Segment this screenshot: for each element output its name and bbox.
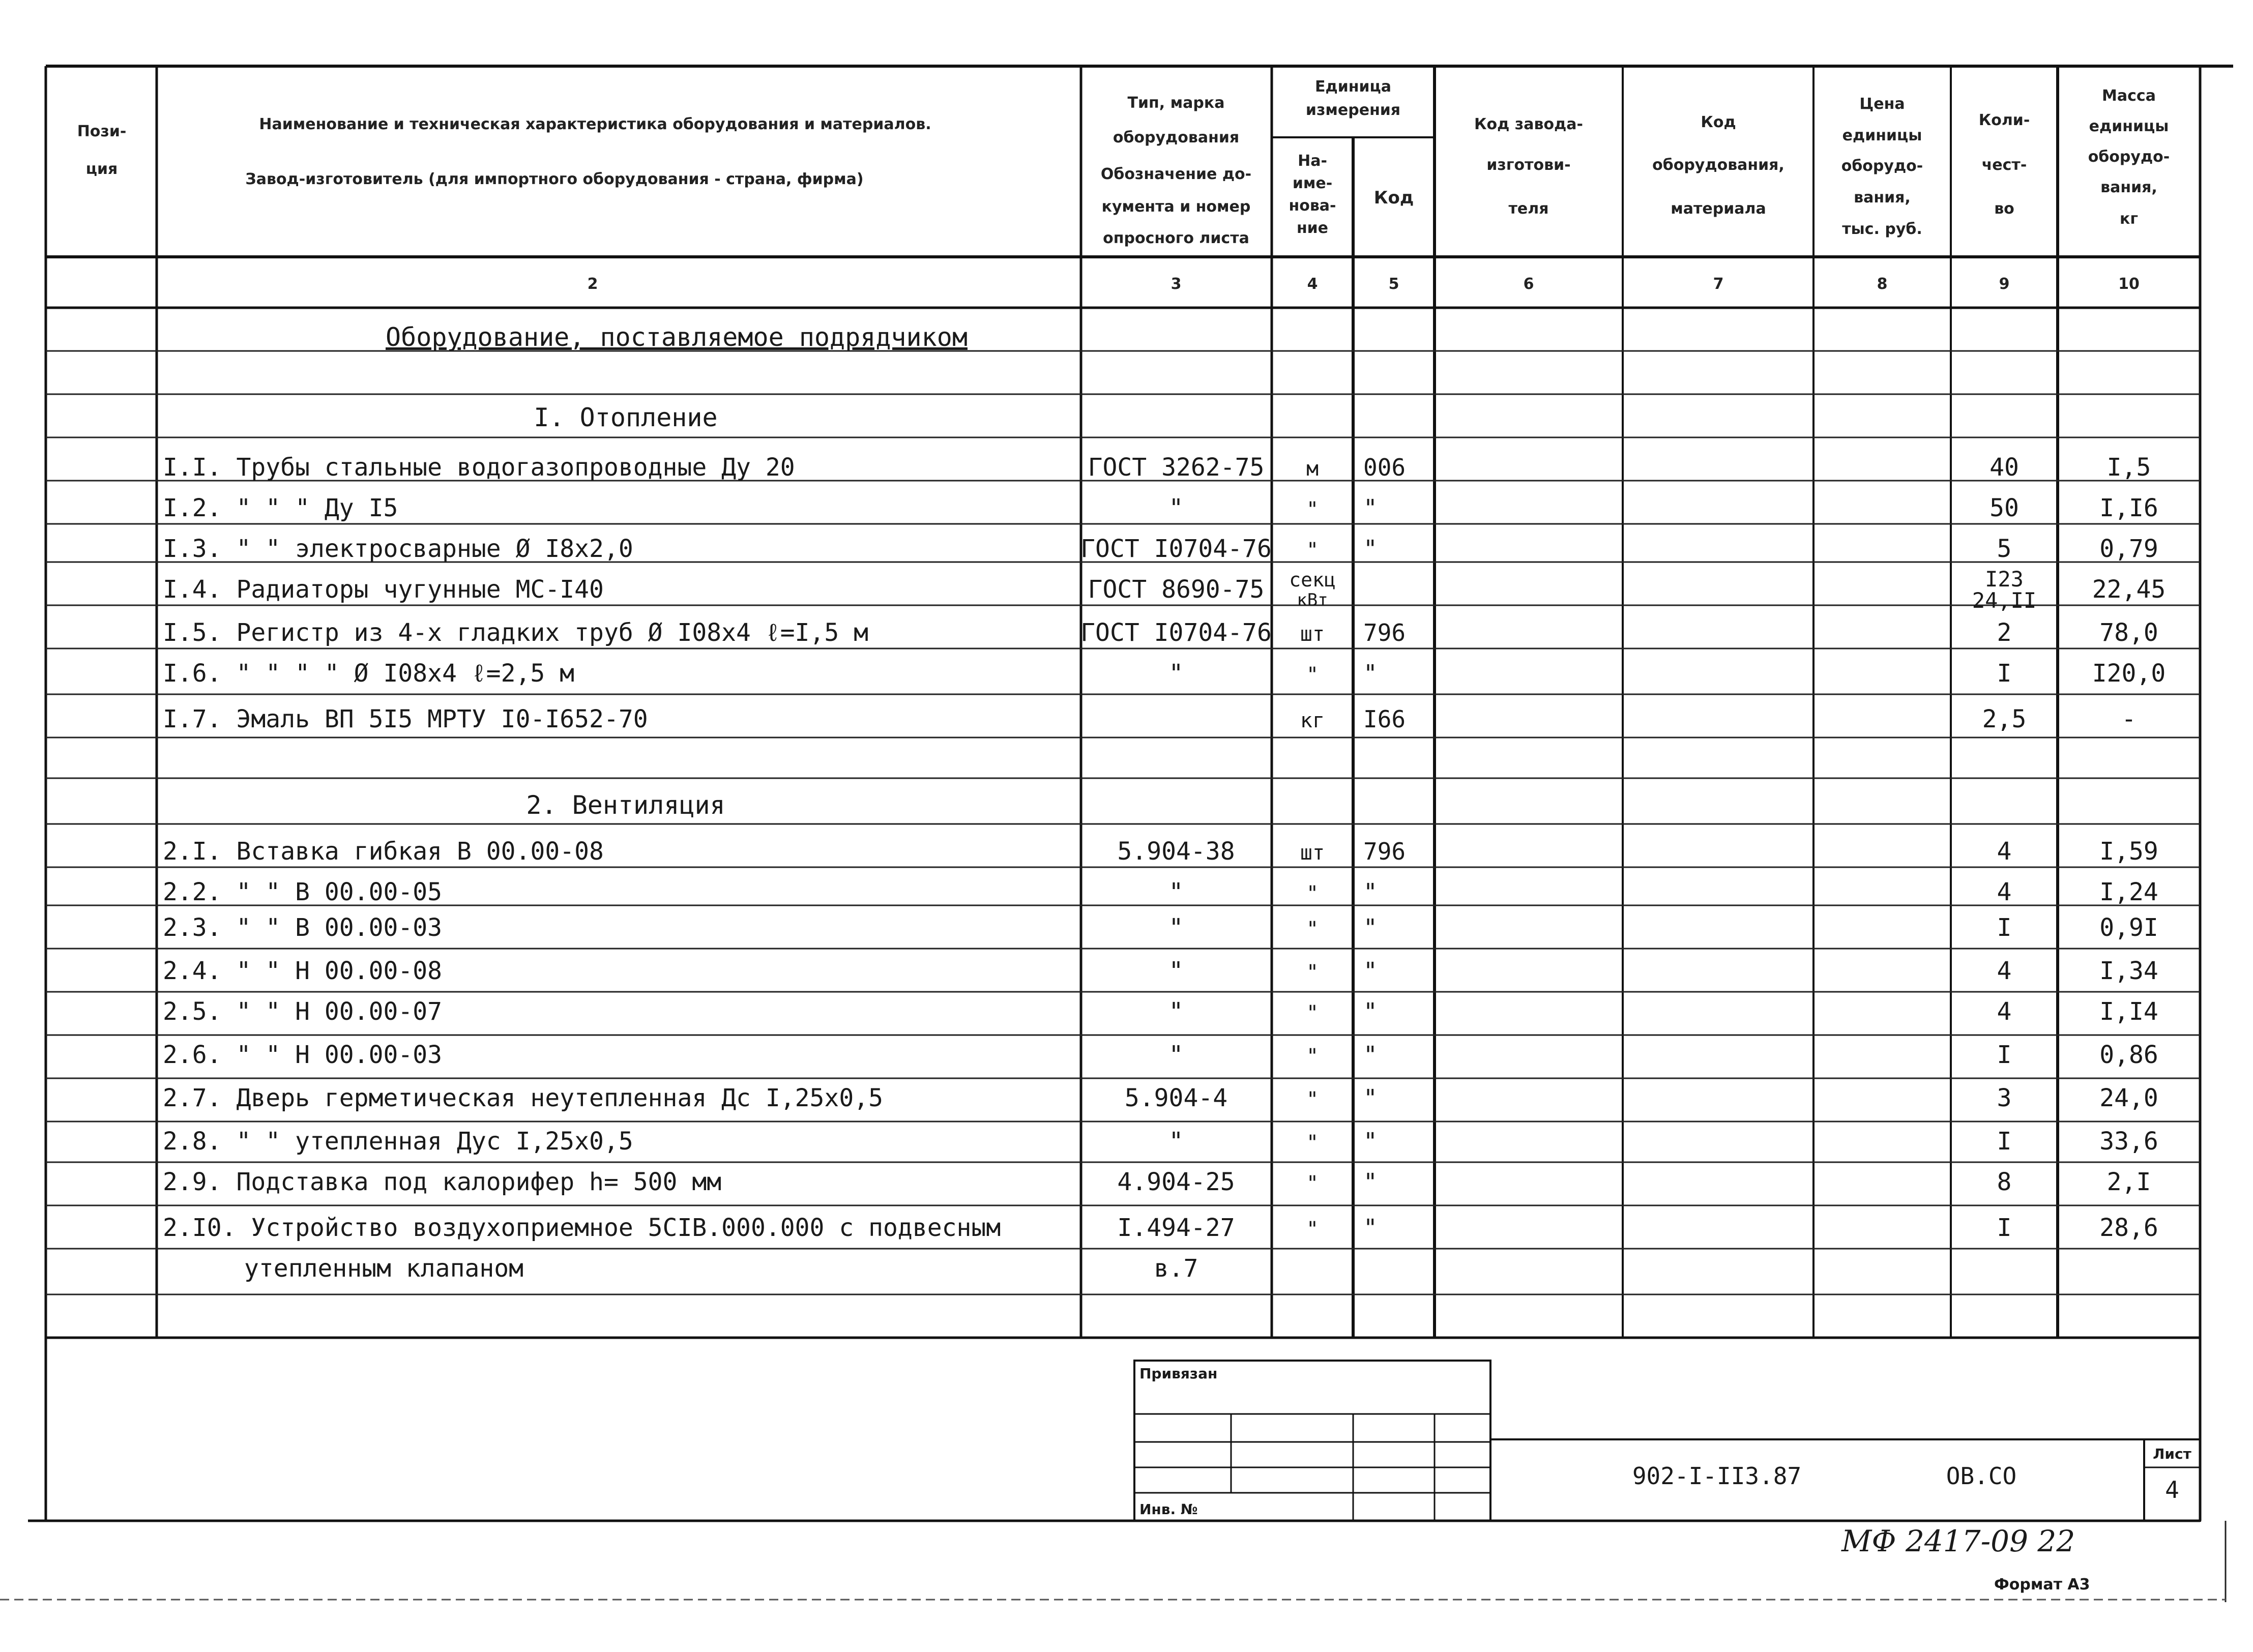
- row-unit: ": [1306, 1131, 1319, 1155]
- row-unit: секц: [1289, 569, 1336, 591]
- header-equip-code-2: оборудования,: [1652, 156, 1784, 174]
- row-name: I.4. Радиаторы чугунные МС-I40: [163, 575, 604, 604]
- header-price-3: оборудо-: [1841, 157, 1923, 175]
- header-unit-code: Код: [1373, 188, 1414, 208]
- header-unit-name-4: ние: [1296, 219, 1329, 237]
- row-type: ": [1168, 1041, 1184, 1069]
- row-type: ": [1168, 878, 1184, 906]
- row-quantity: 3: [1997, 1084, 2012, 1112]
- row-code: ": [1363, 1084, 1378, 1112]
- row-quantity: 4: [1997, 957, 2012, 985]
- header-unit-name-3: нова-: [1289, 197, 1336, 215]
- header-price-1: Цена: [1859, 95, 1905, 113]
- row-quantity: I: [1997, 1214, 2012, 1242]
- column-number: 4: [1307, 275, 1318, 293]
- header-position-2: ция: [85, 160, 118, 178]
- row-unit: ": [1306, 663, 1319, 687]
- row-mass: I20,0: [2092, 659, 2166, 688]
- row-code: ": [1363, 998, 1378, 1025]
- row-code: ": [1363, 1128, 1378, 1155]
- row-mass: 22,45: [2092, 575, 2166, 604]
- row-unit: ": [1306, 1001, 1319, 1025]
- row-name: 2.I. Вставка гибкая В 00.00-08: [163, 837, 604, 866]
- header-qty-2: чест-: [1981, 156, 2027, 174]
- row-code: ": [1363, 957, 1378, 985]
- header-factory-3: теля: [1508, 200, 1549, 218]
- row-code: 796: [1363, 838, 1406, 865]
- row-unit: ": [1306, 1088, 1319, 1111]
- sheet-number: 4: [2165, 1476, 2179, 1503]
- column-number: 3: [1171, 275, 1182, 293]
- row-name: 2.5. " " Н 00.00-07: [163, 997, 443, 1026]
- header-mass-3: оборудо-: [2088, 148, 2170, 166]
- row-unit-secondary: кВт: [1297, 590, 1328, 610]
- row-quantity: I: [1997, 1127, 2012, 1156]
- row-type: ГОСТ I0704-76: [1080, 618, 1272, 647]
- header-type-2: оборудования: [1113, 129, 1240, 146]
- row-code: ": [1363, 878, 1378, 906]
- row-mass: I,I6: [2099, 494, 2158, 522]
- header-unit-name-2: име-: [1292, 174, 1333, 192]
- row-unit: кг: [1300, 709, 1325, 732]
- column-number: 10: [2118, 275, 2140, 293]
- row-code: ": [1363, 1168, 1378, 1196]
- row-code: ": [1363, 1041, 1378, 1069]
- row-unit: шт: [1300, 623, 1325, 646]
- row-unit: ": [1306, 539, 1319, 562]
- row-name: I.6. " " " " Ø I08x4 ℓ=2,5 м: [163, 659, 575, 688]
- row-type: 4.904-25: [1117, 1168, 1235, 1196]
- row-name: 2.3. " " В 00.00-03: [163, 913, 443, 942]
- row-mass: 78,0: [2099, 618, 2158, 647]
- row-unit: ": [1306, 1218, 1319, 1241]
- row-name: I.5. Регистр из 4-х гладких труб Ø I08x4 ℓ=I,5 м: [163, 618, 869, 647]
- row-unit: м: [1306, 457, 1319, 481]
- column-number: 8: [1877, 275, 1888, 293]
- row-type: ГОСТ 3262-75: [1088, 453, 1265, 482]
- row-quantity: 4: [1997, 878, 2012, 906]
- row-unit: ": [1306, 498, 1319, 521]
- row-quantity: I: [1997, 659, 2012, 688]
- row-unit: шт: [1300, 841, 1325, 865]
- stamp-linked-label: Привязан: [1139, 1365, 1218, 1382]
- header-qty-1: Коли-: [1978, 111, 2030, 129]
- row-name: I.3. " " электросварные Ø I8x2,0: [163, 535, 633, 563]
- row-mass: 0,9I: [2099, 913, 2158, 942]
- row-mass: I,59: [2099, 837, 2158, 866]
- row-type: ": [1168, 913, 1184, 942]
- ventilation-title: 2. Вентиляция: [526, 790, 725, 820]
- row-quantity: 2: [1997, 618, 2012, 647]
- row-code: ": [1363, 914, 1378, 941]
- row-mass: 24,0: [2099, 1084, 2158, 1112]
- row-code: I66: [1363, 705, 1406, 733]
- row-code: ": [1363, 494, 1378, 522]
- row-quantity: I23: [1985, 567, 2024, 592]
- handwritten-archive-number: МФ 2417-09 22: [1841, 1524, 2075, 1558]
- row-quantity-secondary: 24,II: [1972, 588, 2037, 613]
- header-price-4: вания,: [1854, 189, 1911, 206]
- header-type-4: кумента и номер: [1101, 198, 1251, 216]
- row-quantity: 4: [1997, 837, 2012, 866]
- header-equip-code-1: Код: [1701, 113, 1736, 131]
- row-code: 006: [1363, 454, 1406, 481]
- row-mass: I,24: [2099, 878, 2158, 906]
- row-type: I.494-27: [1117, 1214, 1235, 1242]
- header-mass-5: кг: [2119, 210, 2139, 228]
- row-unit: ": [1306, 918, 1319, 941]
- column-number: 7: [1713, 275, 1724, 293]
- row-unit: ": [1306, 1045, 1319, 1068]
- row-mass: 0,79: [2099, 535, 2158, 563]
- header-factory-1: Код завода-: [1474, 115, 1583, 133]
- row-quantity: I: [1997, 1041, 2012, 1069]
- header-mass-1: Масса: [2102, 87, 2156, 105]
- row-mass: 28,6: [2099, 1214, 2158, 1242]
- column-number: 6: [1523, 275, 1534, 293]
- row-name: утепленным клапаном: [244, 1254, 524, 1283]
- document-code: ОВ.СО: [1946, 1462, 2017, 1490]
- table-frame: [46, 66, 2233, 1521]
- header-type-5: опросного листа: [1103, 229, 1249, 247]
- sheet-label: Лист: [2153, 1446, 2191, 1462]
- column-number: 9: [1999, 275, 2010, 293]
- row-mass: 33,6: [2099, 1127, 2158, 1156]
- row-unit: ": [1306, 961, 1319, 984]
- row-name: 2.9. Подставка под калорифер h= 500 мм: [163, 1168, 722, 1196]
- row-mass: I,I4: [2099, 997, 2158, 1026]
- row-type: ГОСТ 8690-75: [1088, 575, 1265, 604]
- header-equip-code-3: материала: [1671, 200, 1766, 218]
- header-position-1: Пози-: [77, 123, 127, 140]
- header-price-2: единицы: [1842, 127, 1922, 144]
- row-type: ": [1168, 659, 1184, 688]
- section-title: Оборудование, поставляемое подрядчиком: [386, 322, 968, 352]
- row-type: ": [1168, 957, 1184, 985]
- row-code: ": [1363, 535, 1378, 563]
- row-type: ": [1168, 1127, 1184, 1156]
- row-mass: -: [2121, 705, 2137, 733]
- row-type: 5.904-4: [1124, 1084, 1228, 1112]
- row-mass: I,34: [2099, 957, 2158, 985]
- column-numbers-row: [588, 275, 2140, 293]
- row-mass: 2,I: [2106, 1168, 2151, 1196]
- header-name-2: Завод-изготовитель (для импортного оборудования - страна, фирма): [245, 170, 864, 188]
- row-quantity: I: [1997, 913, 2012, 942]
- stamp-inventory-label: Инв. №: [1139, 1501, 1198, 1518]
- row-type: ": [1168, 494, 1184, 522]
- column-number: 2: [587, 275, 598, 293]
- document-number: 902-I-II3.87: [1632, 1462, 1802, 1490]
- row-code: 796: [1363, 619, 1406, 646]
- column-number: 5: [1388, 275, 1399, 293]
- row-name: I.I. Трубы стальные водогазопроводные Ду 20: [163, 453, 795, 482]
- header-unit-name-1: На-: [1298, 152, 1327, 170]
- header-unit-group-2: измерения: [1305, 101, 1401, 119]
- header-mass-2: единицы: [2089, 117, 2169, 135]
- row-name: 2.7. Дверь герметическая неутепленная Дс I,25x0,5: [163, 1084, 884, 1112]
- row-mass: I,5: [2106, 453, 2151, 482]
- header-type-3: Обозначение до-: [1100, 165, 1252, 183]
- row-quantity: 2,5: [1982, 705, 2027, 733]
- row-name: 2.I0. Устройство воздухоприемное 5CIB.000.000 с подвесным: [163, 1214, 1001, 1242]
- row-type: ГОСТ I0704-76: [1080, 535, 1272, 563]
- row-quantity: 8: [1997, 1168, 2012, 1196]
- header-mass-4: вания,: [2100, 179, 2157, 196]
- row-name: 2.6. " " Н 00.00-03: [163, 1041, 443, 1069]
- row-type: в.7: [1154, 1254, 1198, 1283]
- row-name: 2.4. " " Н 00.00-08: [163, 957, 443, 985]
- header-price-5: тыс. руб.: [1842, 220, 1922, 238]
- row-name: 2.8. " " утепленная Дус I,25x0,5: [163, 1127, 633, 1156]
- row-quantity: 4: [1997, 997, 2012, 1026]
- row-type: ": [1168, 997, 1184, 1026]
- table-header: [77, 78, 2170, 247]
- heating-title: I. Отопление: [534, 403, 718, 432]
- row-name: I.2. " " " Ду I5: [163, 494, 398, 522]
- row-unit: ": [1306, 882, 1319, 905]
- row-name: I.7. Эмаль ВП 5I5 МРТУ I0-I652-70: [163, 705, 648, 733]
- format-label: Формат А3: [1994, 1576, 2090, 1594]
- title-block: [28, 1361, 2200, 1521]
- row-code: ": [1363, 1214, 1378, 1242]
- header-type-1: Тип, марка: [1127, 94, 1225, 112]
- row-quantity: 50: [1989, 494, 2019, 522]
- row-mass: 0,86: [2099, 1041, 2158, 1069]
- header-qty-3: во: [1994, 200, 2014, 218]
- header-unit-group-1: Единица: [1315, 78, 1391, 96]
- row-quantity: 40: [1989, 453, 2019, 482]
- row-type: 5.904-38: [1117, 837, 1235, 866]
- row-name: 2.2. " " В 00.00-05: [163, 878, 443, 906]
- header-name-1: Наименование и техническая характеристика оборудования и материалов.: [259, 115, 931, 133]
- header-factory-2: изготови-: [1486, 156, 1571, 174]
- row-code: ": [1363, 660, 1378, 687]
- row-quantity: 5: [1997, 535, 2012, 563]
- row-unit: ": [1306, 1172, 1319, 1195]
